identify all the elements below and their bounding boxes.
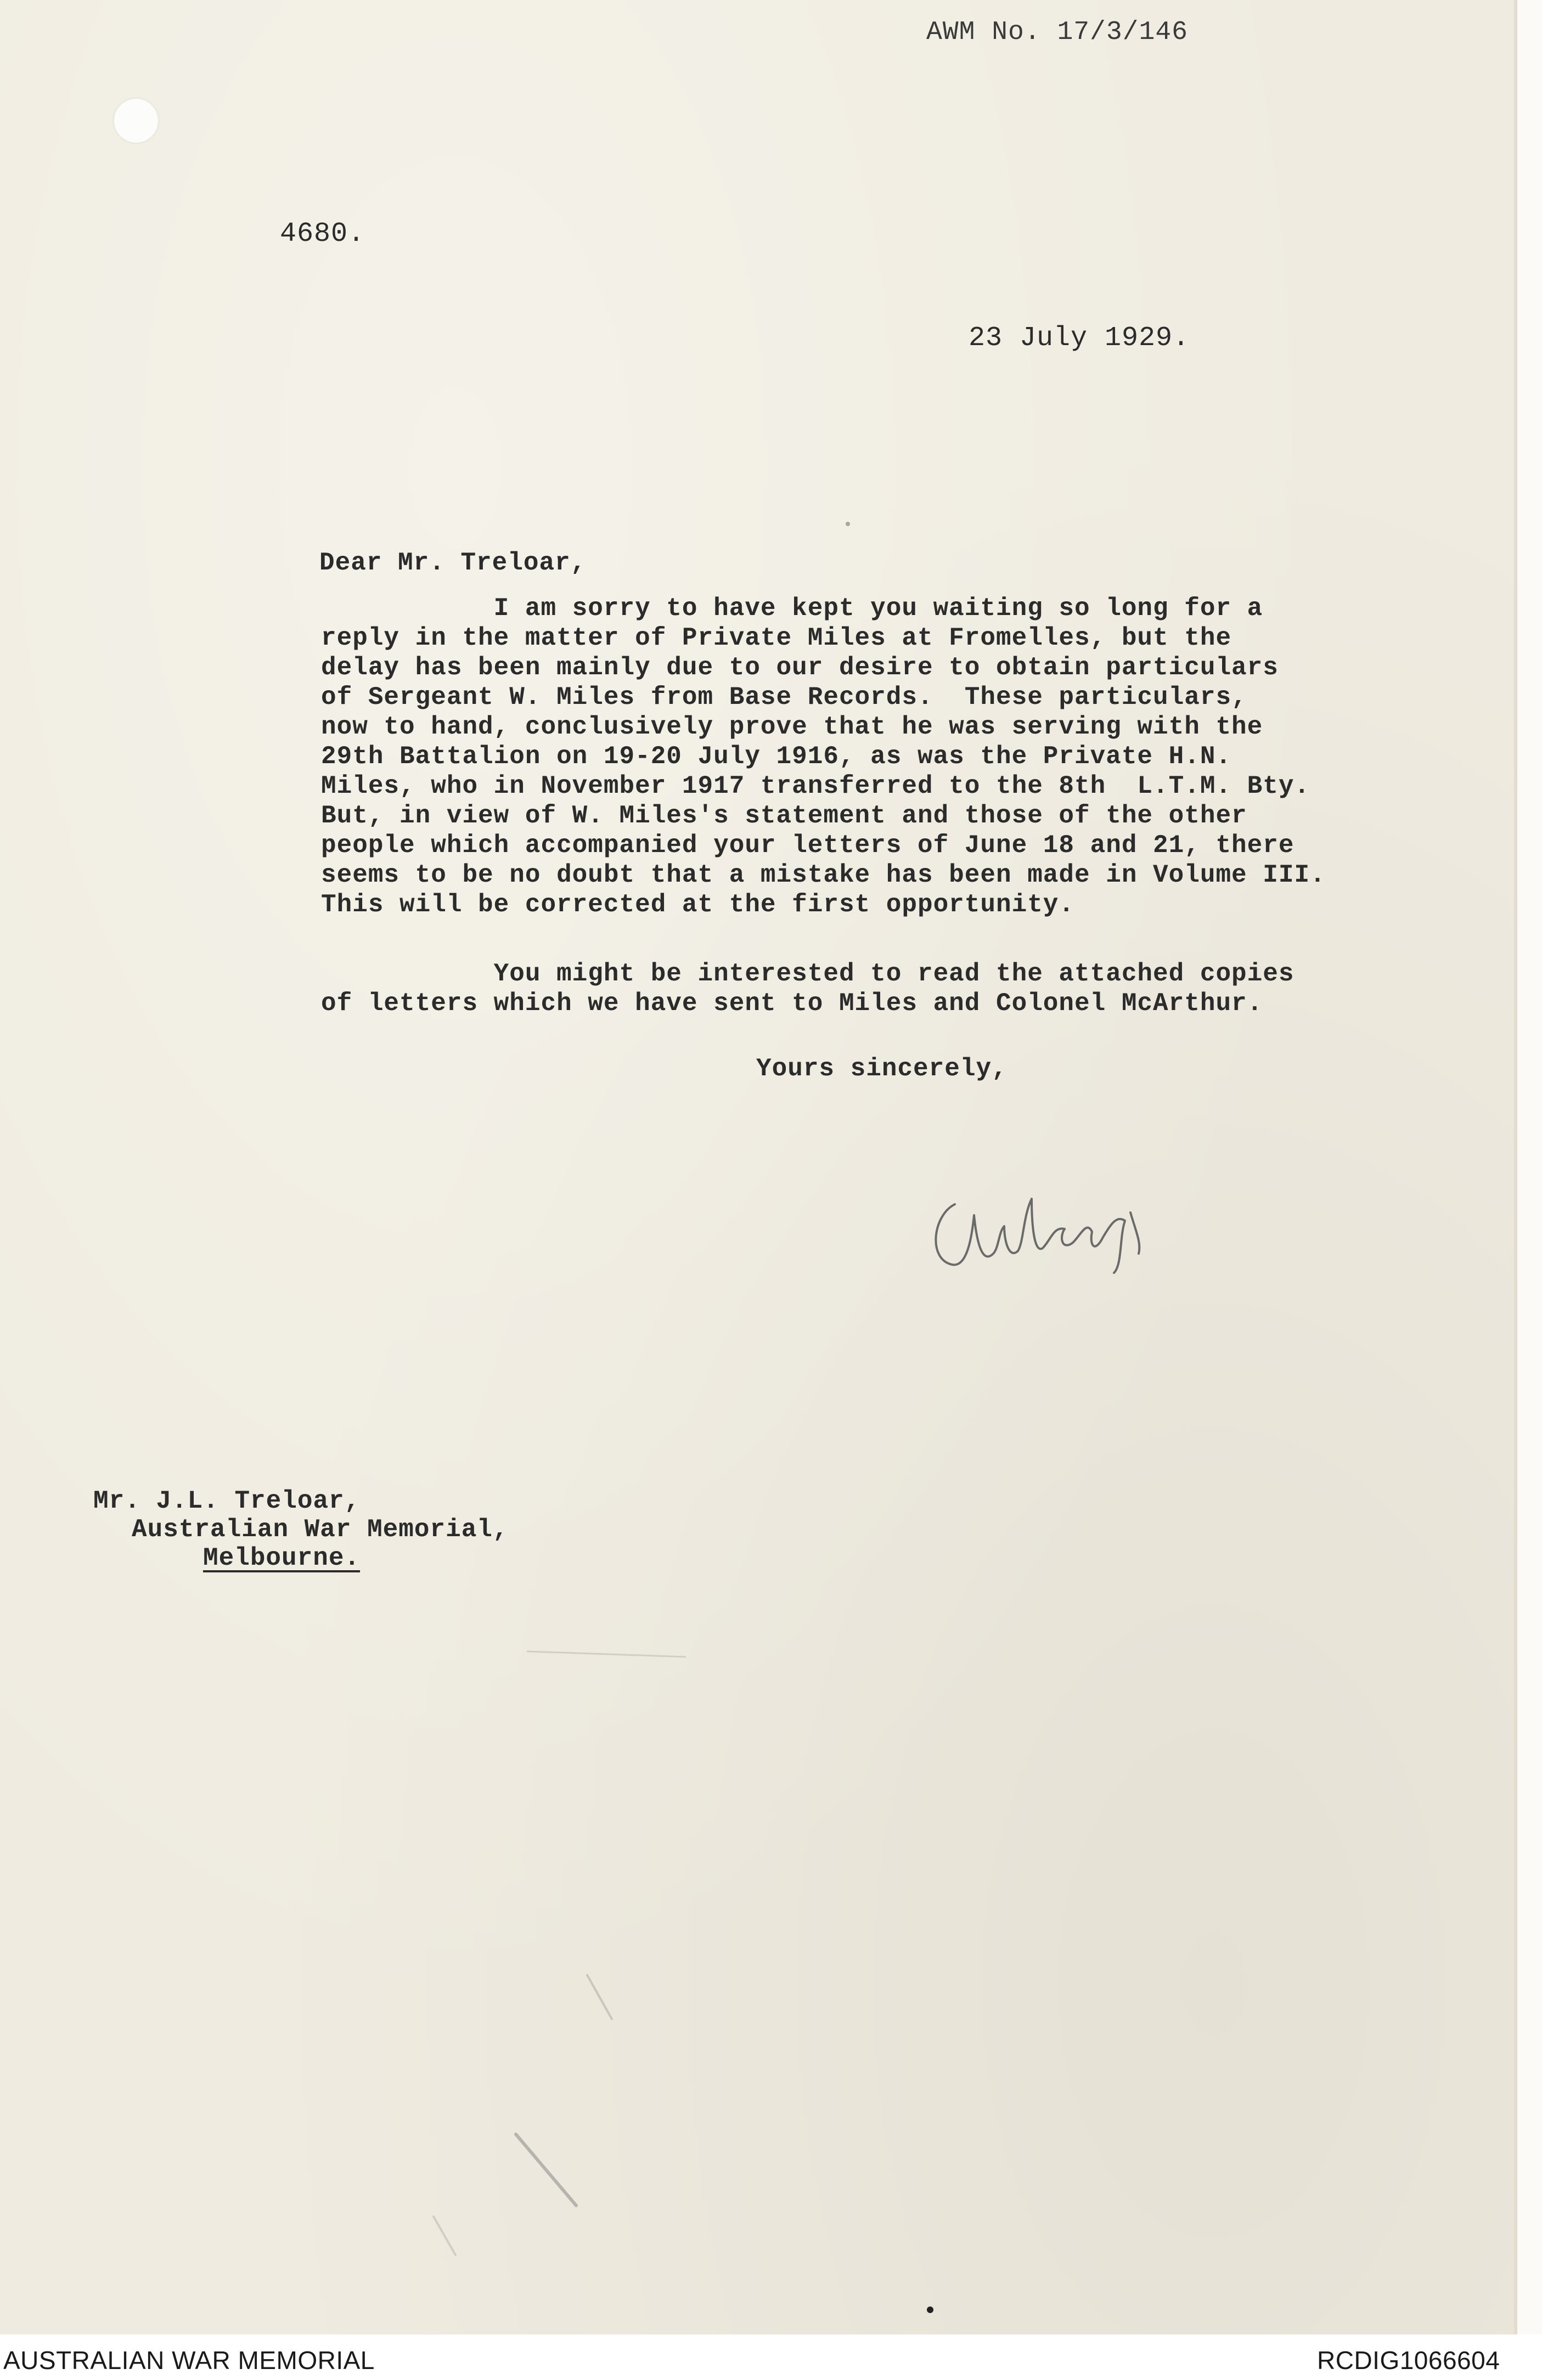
footer-catalogue-id: RCDIG1066604 (1317, 2346, 1500, 2375)
body-line: 29th Battalion on 19-20 July 1916, as was the Private H.N. (321, 742, 1232, 771)
letter-date: 23 July 1929. (969, 323, 1190, 354)
address-city: Melbourne. (203, 1544, 361, 1572)
address-organisation: Australian War Memorial, (132, 1515, 509, 1544)
body-line: You might be interested to read the attached copies (321, 960, 1295, 988)
body-line: of Sergeant W. Miles from Base Records. These particulars, (321, 683, 1247, 712)
body-line: now to hand, conclusively prove that he was serving with the (321, 713, 1263, 741)
body-line: This will be corrected at the first opportunity. (321, 890, 1075, 919)
body-line: Miles, who in November 1917 transferred to the 8th L.T.M. Bty. (321, 772, 1310, 800)
punch-hole-icon (114, 99, 158, 143)
body-line: delay has been mainly due to our desire to obtain particulars (321, 653, 1279, 682)
body-line: I am sorry to have kept you waiting so long for a (321, 594, 1263, 623)
scan-margin (1517, 0, 1542, 2334)
file-number: 4680. (280, 218, 365, 250)
body-line: seems to be no doubt that a mistake has been made in Volume III. (321, 861, 1326, 889)
body-line: But, in view of W. Miles's statement and those of the other (321, 802, 1247, 830)
signature-icon (922, 1182, 1163, 1276)
reference-number: AWM No. 17/3/146 (926, 18, 1188, 47)
body-line: of letters which we have sent to Miles and Colonel McArthur. (321, 989, 1263, 1018)
closing: Yours sincerely, (756, 1054, 1008, 1083)
body-line: reply in the matter of Private Miles at Fromelles, but the (321, 624, 1232, 652)
address-name: Mr. J.L. Treloar, (93, 1487, 361, 1515)
footer-institution: AUSTRALIAN WAR MEMORIAL (3, 2346, 375, 2375)
salutation: Dear Mr. Treloar, (319, 549, 587, 577)
body-line: people which accompanied your letters of June 18 and 21, there (321, 831, 1295, 860)
